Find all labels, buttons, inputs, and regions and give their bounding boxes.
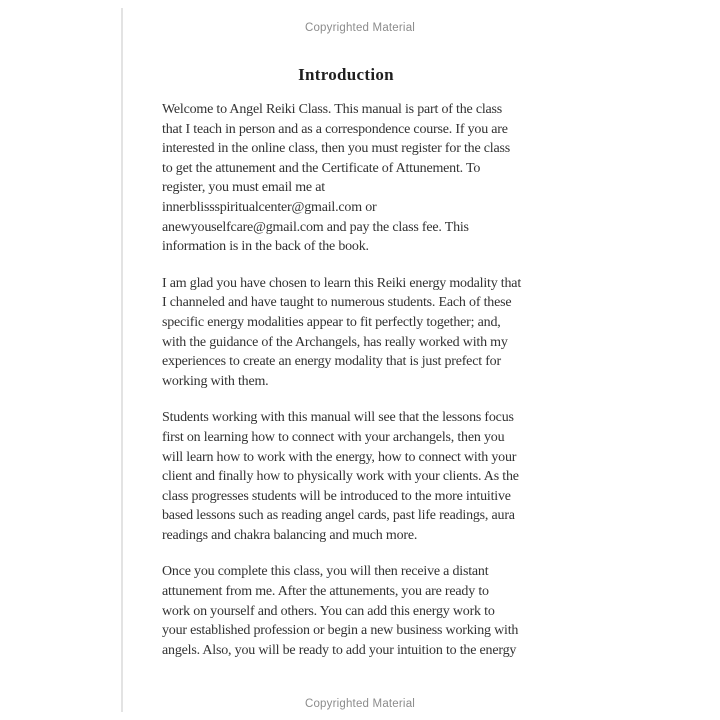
text-line: first on learning how to connect with your archangels, then you: [162, 429, 505, 445]
text-line: readings and chakra balancing and much more.: [162, 527, 418, 543]
text-line: specific energy modalities appear to fit perfectly together; and,: [162, 314, 501, 330]
text-line: Students working with this manual will see that the lessons focus: [162, 410, 514, 426]
text-line: register, you must email me at: [162, 180, 325, 196]
text-line: experiences to create an energy modality that is just prefect for: [162, 354, 501, 370]
paragraph: [162, 562, 582, 660]
copyright-header: Copyrighted Material: [304, 22, 416, 34]
text-line: innerblissspiritualcenter@gmail.com or: [162, 199, 377, 215]
text-line: work on yourself and others. You can add this energy work to: [162, 603, 495, 619]
text-line: interested in the online class, then you must register for the class: [162, 141, 510, 157]
text-line: class progresses students will be introduced to the more intuitive: [162, 488, 511, 504]
text-line: I am glad you have chosen to learn this Reiki energy modality that: [162, 275, 522, 291]
text-line: with the guidance of the Archangels, has really worked with my: [162, 334, 508, 350]
text-line: your established profession or begin a new business working with: [162, 623, 519, 639]
text-line: Once you complete this class, you will then receive a distant: [162, 564, 489, 580]
text-line: that I teach in person and as a correspondence course. If you are: [162, 121, 508, 137]
paragraph: [162, 100, 582, 257]
body-text: [162, 100, 582, 677]
paragraph: [162, 408, 582, 545]
copyright-footer: Copyrighted Material: [304, 698, 416, 710]
text-line: will learn how to work with the energy, how to connect with your: [162, 449, 517, 465]
text-line: anewyouselfcare@gmail.com and pay the class fee. This: [162, 219, 469, 235]
text-line: to get the attunement and the Certificate of Attunement. To: [162, 160, 481, 176]
page-edge-line: [121, 8, 123, 712]
paragraph: [162, 274, 582, 392]
page-title: Introduction: [298, 65, 394, 84]
text-line: attunement from me. After the attunements, you are ready to: [162, 584, 489, 600]
text-line: working with them.: [162, 373, 269, 389]
text-line: I channeled and have taught to numerous students. Each of these: [162, 295, 512, 311]
text-line: Welcome to Angel Reiki Class. This manual is part of the class: [162, 102, 503, 117]
text-line: information is in the back of the book.: [162, 239, 369, 255]
text-line: based lessons such as reading angel cards, past life readings, aura: [162, 508, 515, 524]
text-line: client and finally how to physically work with your clients. As the: [162, 469, 519, 485]
text-line: angels. Also, you will be ready to add your intuition to the energy: [162, 642, 517, 658]
